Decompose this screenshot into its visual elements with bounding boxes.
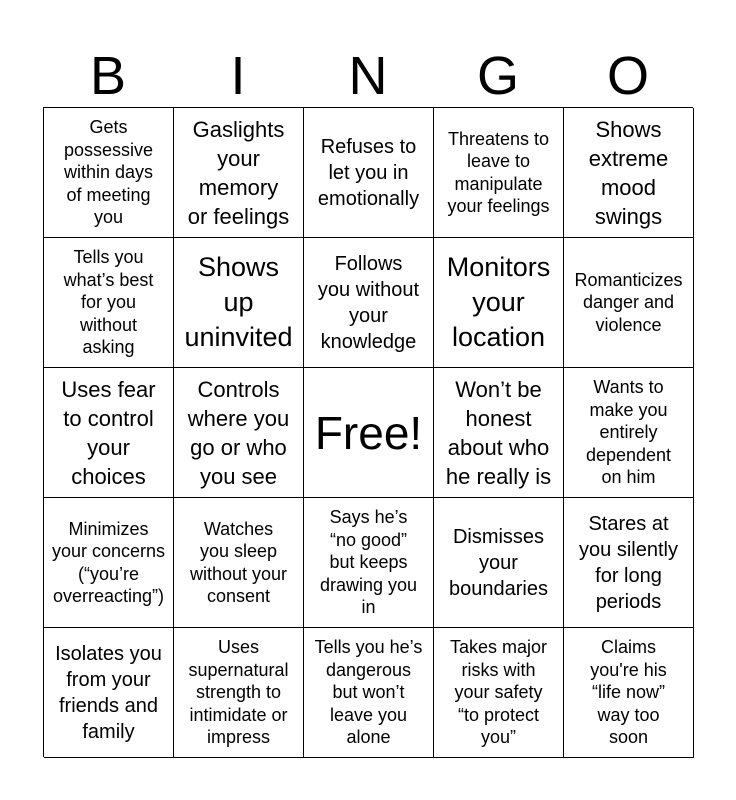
bingo-cell[interactable] <box>434 238 564 368</box>
cell-text: Isolates you from your friends and family <box>55 642 162 743</box>
free-space-text: Free! <box>314 406 423 459</box>
cell-text: Minimizes your concerns (“you’re overreacting”) <box>51 518 166 606</box>
bingo-cell[interactable] <box>304 108 434 238</box>
header-letter-i: I <box>230 46 246 106</box>
bingo-cell[interactable] <box>304 238 434 368</box>
cell-text: Wants to make you entirely dependent on him <box>585 377 672 488</box>
bingo-cell[interactable] <box>434 628 564 758</box>
bingo-cell[interactable] <box>174 368 304 498</box>
bingo-cell[interactable] <box>44 368 174 498</box>
header-letter-g: G <box>476 46 519 106</box>
cell-text: Tells you he’s dangerous but won’t leave you alone <box>314 637 423 748</box>
bingo-cell[interactable] <box>564 368 694 498</box>
bingo-cell[interactable] <box>304 498 434 628</box>
bingo-cell[interactable] <box>174 238 304 368</box>
bingo-cell[interactable] <box>44 108 174 238</box>
cell-text: Claims you're his “life now” way too soon <box>590 637 667 748</box>
bingo-cell[interactable] <box>564 498 694 628</box>
bingo-cell[interactable] <box>174 628 304 758</box>
bingo-cell[interactable] <box>44 238 174 368</box>
cell-text: Uses fear to control your choices <box>61 376 156 489</box>
cell-text: Follows you without your knowledge <box>317 252 420 353</box>
cell-text: Gaslights your memory or feelings <box>187 116 290 229</box>
cell-text: Shows extreme mood swings <box>588 116 669 229</box>
bingo-header <box>43 44 693 108</box>
cell-text: Monitors your location <box>446 252 551 352</box>
bingo-cell[interactable] <box>174 498 304 628</box>
cell-text: Tells you what’s best for you without asking <box>63 247 154 358</box>
bingo-cell[interactable] <box>434 108 564 238</box>
cell-text: Controls where you go or who you see <box>187 376 290 489</box>
bingo-cell[interactable] <box>434 368 564 498</box>
bingo-cell[interactable] <box>304 628 434 758</box>
cell-text: Uses supernatural strength to intimidate or impress <box>188 637 289 748</box>
bingo-cell[interactable] <box>44 628 174 758</box>
cell-text: Says he’s “no good” but keeps drawing you in <box>319 507 418 618</box>
bingo-cell[interactable] <box>564 238 694 368</box>
bingo-cell[interactable] <box>434 498 564 628</box>
cell-text: Takes major risks with your safety “to protect you” <box>449 637 548 748</box>
bingo-cell[interactable] <box>44 498 174 628</box>
cell-text: Gets possessive within days of meeting you <box>63 117 154 228</box>
header-letter-o: O <box>606 46 649 106</box>
cell-text: Dismisses your boundaries <box>449 525 548 600</box>
cell-text: Refuses to let you in emotionally <box>317 135 420 210</box>
cell-text: Stares at you silently for long periods <box>579 512 678 613</box>
bingo-cell[interactable] <box>564 108 694 238</box>
header-letter-n: N <box>348 46 388 106</box>
cell-text: Romanticizes danger and violence <box>574 269 683 335</box>
header-letter-b: B <box>89 46 127 106</box>
bingo-cell[interactable] <box>174 108 304 238</box>
cell-text: Shows up uninvited <box>184 252 293 352</box>
cell-text: Threatens to leave to manipulate your feelings <box>447 128 550 216</box>
free-space-cell[interactable] <box>304 368 434 498</box>
cell-text: Won’t be honest about who he really is <box>445 376 552 489</box>
cell-text: Watches you sleep without your consent <box>189 518 288 606</box>
bingo-cell[interactable] <box>564 628 694 758</box>
bingo-board <box>43 107 693 757</box>
